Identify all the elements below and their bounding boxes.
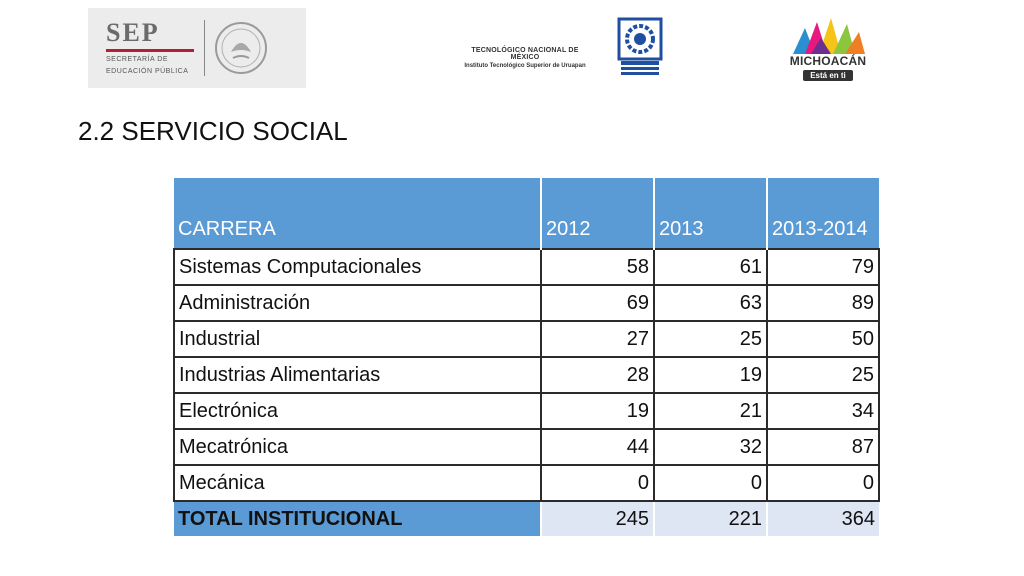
michoacan-shapes-icon [791, 18, 865, 54]
tecnm-name [462, 47, 588, 69]
table-row [174, 429, 879, 465]
value-cell: 28 [541, 357, 654, 393]
carrera-cell: Electrónica [174, 393, 541, 429]
carrera-cell: Industrias Alimentarias [174, 357, 541, 393]
carrera-cell: Administración [174, 285, 541, 321]
table-header-row [174, 178, 879, 249]
value-cell: 79 [767, 249, 879, 285]
page-title: 2.2 SERVICIO SOCIAL [78, 116, 348, 146]
value-cell: 25 [767, 357, 879, 393]
value-cell: 58 [541, 249, 654, 285]
sep-divider [204, 20, 205, 76]
value-cell: 63 [654, 285, 767, 321]
value-cell: 25 [654, 321, 767, 357]
value-cell: 69 [541, 285, 654, 321]
value-cell: 0 [767, 465, 879, 501]
servicio-social-table [173, 178, 880, 536]
itsu-logo-icon [615, 15, 665, 77]
sep-line1: SECRETARÍA DE [106, 56, 168, 63]
header-2013: 2013 [654, 178, 767, 249]
michoacan-logo [785, 18, 871, 82]
value-cell: 32 [654, 429, 767, 465]
value-cell: 87 [767, 429, 879, 465]
table-row [174, 321, 879, 357]
table-row [174, 285, 879, 321]
sep-line2: EDUCACIÓN PÚBLICA [106, 68, 189, 75]
value-cell: 19 [541, 393, 654, 429]
total-2013-2014: 364 [767, 501, 879, 536]
carrera-cell: Mecánica [174, 465, 541, 501]
total-2012: 245 [541, 501, 654, 536]
value-cell: 0 [654, 465, 767, 501]
total-label: TOTAL INSTITUCIONAL [174, 501, 541, 536]
value-cell: 50 [767, 321, 879, 357]
header-2013-2014: 2013-2014 [767, 178, 879, 249]
value-cell: 21 [654, 393, 767, 429]
tecnm-line2: Instituto Tecnológico Superior de Uruapan [464, 63, 586, 69]
carrera-cell: Industrial [174, 321, 541, 357]
michoacan-tagline: Está en ti [803, 70, 853, 81]
header-2012: 2012 [541, 178, 654, 249]
carrera-cell: Mecatrónica [174, 429, 541, 465]
sep-accent-line [106, 49, 194, 52]
table-row [174, 393, 879, 429]
value-cell: 34 [767, 393, 879, 429]
value-cell: 19 [654, 357, 767, 393]
value-cell: 61 [654, 249, 767, 285]
sep-logo [88, 8, 306, 88]
national-seal-icon [213, 20, 269, 76]
sep-wordmark [106, 20, 194, 76]
sep-abbrev: SEP [106, 18, 160, 47]
value-cell: 89 [767, 285, 879, 321]
value-cell: 27 [541, 321, 654, 357]
table-row [174, 249, 879, 285]
michoacan-title: MICHOACÁN [789, 54, 867, 68]
value-cell: 0 [541, 465, 654, 501]
header-carrera: CARRERA [174, 178, 541, 249]
carrera-cell: Sistemas Computacionales [174, 249, 541, 285]
value-cell: 44 [541, 429, 654, 465]
table-row [174, 465, 879, 501]
total-row [174, 501, 879, 536]
tecnm-line1: TECNOLÓGICO NACIONAL DE MÉXICO [471, 47, 579, 61]
total-2013: 221 [654, 501, 767, 536]
table-row [174, 357, 879, 393]
